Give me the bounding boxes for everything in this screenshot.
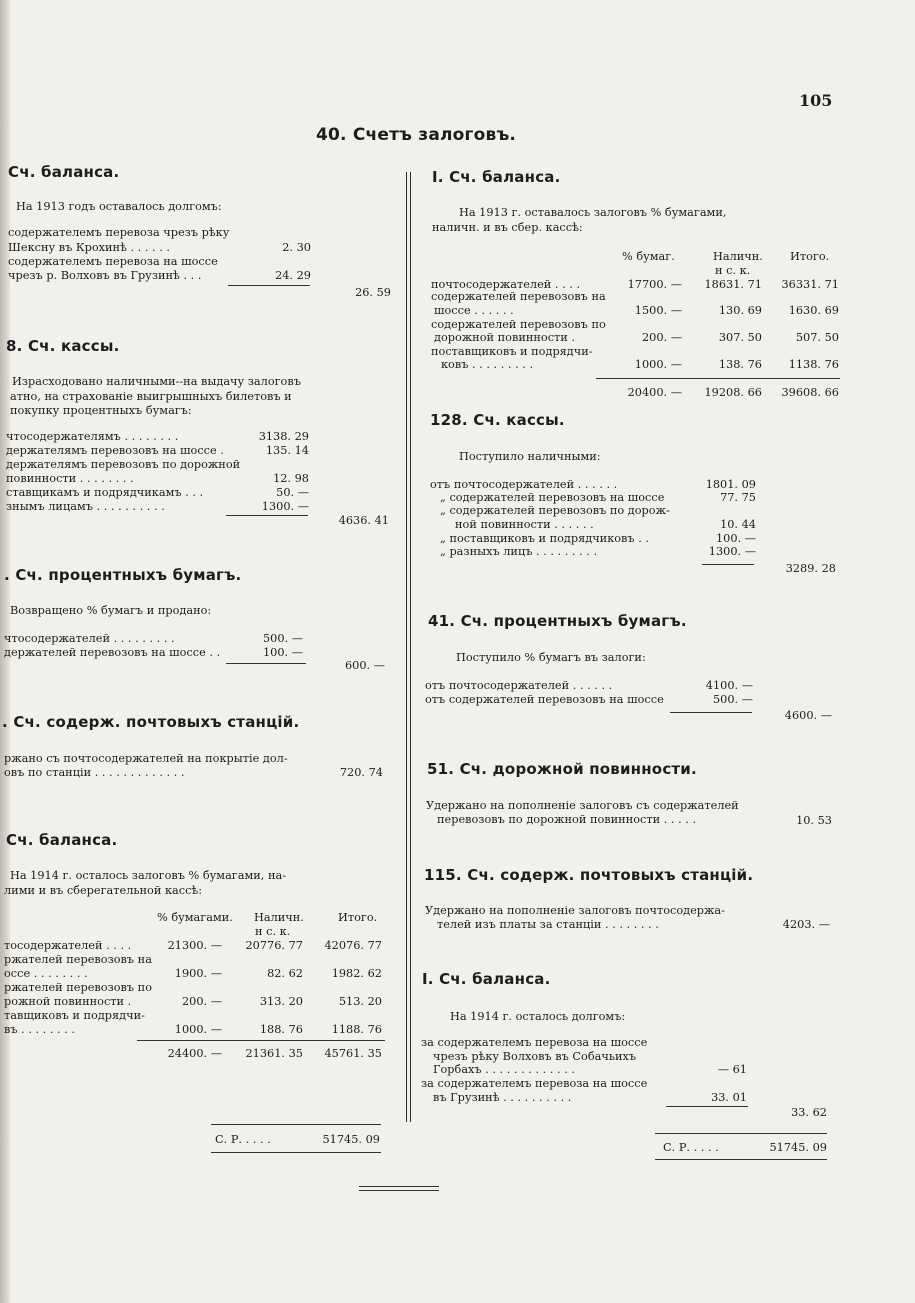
table-row-label: почтосодержателей . . . . bbox=[431, 278, 581, 291]
page-title: 40. Счетъ залоговъ. bbox=[316, 125, 517, 145]
table-cell: 17700. — bbox=[627, 278, 682, 291]
table-total: 21361. 35 bbox=[245, 1047, 303, 1060]
entry-label: отъ почтосодержателей . . . . . . bbox=[425, 679, 613, 692]
table-row-label: въ . . . . . . . . bbox=[4, 1023, 76, 1036]
section-heading: Сч. баланса. bbox=[8, 163, 120, 181]
entry-label: ной повинности . . . . . . bbox=[455, 518, 594, 531]
entry-value: 3138. 29 bbox=[258, 430, 309, 443]
column-divider bbox=[406, 172, 407, 1122]
section-text: Удержано на пополненіе залоговъ почтосодержа- bbox=[425, 904, 725, 917]
table-row-label: дорожной повинности . bbox=[434, 331, 576, 344]
entry-label: „ поставщиковъ и подрядчиковъ . . bbox=[440, 532, 649, 545]
subtotal-rule bbox=[226, 515, 308, 516]
section-text: Удержано на пополненіе залоговъ съ содержателей bbox=[426, 799, 739, 812]
subtotal-rule bbox=[670, 712, 752, 713]
entry-label: содержателемъ перевоза чрезъ рѣку bbox=[8, 226, 230, 239]
table-row-label: ржателей перевозовъ на bbox=[4, 953, 152, 966]
entry-value: 4100. — bbox=[705, 679, 753, 692]
table-cell: 130. 69 bbox=[718, 304, 762, 317]
section-text: ржано съ почтосодержателей на покрытіе дол- bbox=[4, 752, 288, 765]
sum-rule bbox=[211, 1152, 381, 1153]
table-row-label: шоссе . . . . . . bbox=[434, 304, 514, 317]
section-total: 33. 62 bbox=[791, 1106, 827, 1119]
entry-label: Шексну въ Крохинѣ . . . . . . bbox=[8, 241, 170, 254]
section-intro: Поступило наличными: bbox=[459, 450, 601, 463]
table-cell: 1982. 62 bbox=[331, 967, 382, 980]
table-row-label: тосодержателей . . . . bbox=[4, 939, 132, 952]
entry-value: 100. — bbox=[262, 646, 303, 659]
subtotal-rule bbox=[226, 663, 306, 664]
entry-value: 135. 14 bbox=[265, 444, 309, 457]
table-row-label: ковъ . . . . . . . . . bbox=[441, 358, 534, 371]
section-heading: I. Сч. баланса. bbox=[422, 970, 551, 988]
subtotal-rule bbox=[666, 1106, 748, 1107]
section-text: телей изъ платы за станціи . . . . . . . . bbox=[437, 918, 659, 931]
entry-label: за содержателемъ перевоза на шоссе bbox=[421, 1036, 648, 1049]
table-cell: 1138. 76 bbox=[788, 358, 839, 371]
table-row-label: содержателей перевозовъ по bbox=[431, 318, 606, 331]
sum-rule bbox=[655, 1133, 827, 1134]
section-intro: На 1914 г. осталось долгомъ: bbox=[450, 1010, 626, 1023]
column-header: % бумагами. bbox=[157, 911, 233, 924]
entry-label: чтосодержателямъ . . . . . . . . bbox=[6, 430, 179, 443]
sum-rule bbox=[211, 1124, 381, 1125]
entry-value: 1801. 09 bbox=[705, 478, 756, 491]
entry-label: чрезъ рѣку Волховъ въ Собачьихъ bbox=[433, 1050, 637, 1063]
section-intro: атно, на страхованіе выигрышныхъ билетовъ и bbox=[10, 390, 292, 403]
section-intro: наличн. и въ сбер. кассѣ: bbox=[432, 221, 583, 234]
table-row-label: ржателей перевозовъ по bbox=[4, 981, 153, 994]
entry-value: 12. 98 bbox=[273, 472, 309, 485]
table-total-rule bbox=[596, 378, 840, 379]
table-cell: 1000. — bbox=[174, 1023, 222, 1036]
grand-total-label: С. Р. . . . . bbox=[663, 1141, 719, 1154]
entry-value: 10. 44 bbox=[720, 518, 756, 531]
table-cell: 21300. — bbox=[167, 939, 222, 952]
table-cell: 1000. — bbox=[634, 358, 682, 371]
table-cell: 200. — bbox=[641, 331, 682, 344]
subtotal-rule bbox=[702, 564, 754, 565]
section-heading: 51. Сч. дорожной повинности. bbox=[427, 760, 697, 778]
section-intro: На 1914 г. осталось залоговъ % бумагами, на- bbox=[10, 869, 287, 882]
entry-value: 24. 29 bbox=[275, 269, 311, 282]
table-cell: 200. — bbox=[181, 995, 222, 1008]
section-heading: 128. Сч. кассы. bbox=[430, 411, 565, 429]
section-text: овъ по станціи . . . . . . . . . . . . . bbox=[4, 766, 185, 779]
entry-value: 100. — bbox=[715, 532, 756, 545]
column-header: Итого. bbox=[790, 250, 830, 263]
sum-rule bbox=[655, 1159, 827, 1160]
table-total: 19208. 66 bbox=[704, 386, 762, 399]
entry-label: чрезъ р. Волховъ въ Грузинѣ . . . bbox=[8, 269, 202, 282]
table-row-label: поставщиковъ и подрядчи- bbox=[431, 345, 593, 358]
section-heading: 8. Сч. кассы. bbox=[6, 337, 120, 355]
table-cell: 1630. 69 bbox=[788, 304, 839, 317]
section-total: 4600. — bbox=[784, 709, 832, 722]
column-header: Итого. bbox=[338, 911, 378, 924]
table-cell: 307. 50 bbox=[718, 331, 762, 344]
section-heading: Сч. баланса. bbox=[6, 831, 118, 849]
entry-label: за содержателемъ перевоза на шоссе bbox=[421, 1077, 648, 1090]
section-intro: лими и въ сберегательной кассѣ: bbox=[4, 884, 203, 897]
section-intro: На 1913 годъ оставалось долгомъ: bbox=[16, 200, 222, 213]
table-cell: 513. 20 bbox=[338, 995, 382, 1008]
table-cell: 20776. 77 bbox=[245, 939, 303, 952]
grand-total: 51745. 09 bbox=[322, 1133, 380, 1146]
section-heading: 41. Сч. процентныхъ бумагъ. bbox=[428, 612, 687, 630]
section-total: 26. 59 bbox=[355, 286, 391, 299]
table-cell: 36331. 71 bbox=[781, 278, 839, 291]
table-cell: 138. 76 bbox=[718, 358, 762, 371]
table-cell: 188. 76 bbox=[259, 1023, 303, 1036]
section-text: перевозовъ по дорожной повинности . . . . . bbox=[437, 813, 697, 826]
table-cell: 1188. 76 bbox=[331, 1023, 382, 1036]
page-number: 105 bbox=[799, 91, 833, 110]
section-total: 4636. 41 bbox=[338, 514, 389, 527]
column-subheader: н с. к. bbox=[715, 264, 751, 277]
entry-label: знымъ лицамъ . . . . . . . . . . bbox=[6, 500, 165, 513]
section-total: 3289. 28 bbox=[785, 562, 836, 575]
subtotal-rule bbox=[228, 285, 310, 286]
entry-value: 1300. — bbox=[708, 545, 756, 558]
entry-value: 500. — bbox=[712, 693, 753, 706]
entry-label: „ разныхъ лицъ . . . . . . . . . bbox=[440, 545, 598, 558]
entry-label: „ содержателей перевозовъ на шоссе bbox=[440, 491, 665, 504]
section-intro: На 1913 г. оставалось залоговъ % бумагами, bbox=[459, 206, 727, 219]
entry-label: Горбахъ . . . . . . . . . . . . . bbox=[433, 1063, 575, 1076]
table-total: 39608. 66 bbox=[781, 386, 839, 399]
table-cell: 1500. — bbox=[634, 304, 682, 317]
section-heading: I. Сч. баланса. bbox=[432, 168, 561, 186]
entry-label: отъ почтосодержателей . . . . . . bbox=[430, 478, 618, 491]
section-intro: Возвращено % бумагъ и продано: bbox=[10, 604, 212, 617]
entry-label: держателямъ перевозовъ на шоссе . bbox=[6, 444, 224, 457]
table-total: 45761. 35 bbox=[324, 1047, 382, 1060]
section-heading: . Сч. процентныхъ бумагъ. bbox=[4, 566, 242, 584]
table-cell: 507. 50 bbox=[795, 331, 839, 344]
table-row-label: оссе . . . . . . . . bbox=[4, 967, 88, 980]
entry-label: „ содержателей перевозовъ по дорож- bbox=[440, 504, 670, 517]
section-total: 10. 53 bbox=[796, 814, 832, 827]
table-total: 24400. — bbox=[167, 1047, 222, 1060]
table-cell: 18631. 71 bbox=[704, 278, 762, 291]
entry-label: повинности . . . . . . . . bbox=[6, 472, 134, 485]
entry-label: отъ содержателей перевозовъ на шоссе bbox=[425, 693, 664, 706]
table-row-label: тавщиковъ и подрядчи- bbox=[4, 1009, 145, 1022]
entry-label: въ Грузинѣ . . . . . . . . . . bbox=[433, 1091, 572, 1104]
entry-label: содержателемъ перевоза на шоссе bbox=[8, 255, 218, 268]
column-header: % бумаг. bbox=[622, 250, 675, 263]
footer-rule bbox=[359, 1186, 439, 1187]
entry-value: 500. — bbox=[262, 632, 303, 645]
grand-total: 51745. 09 bbox=[769, 1141, 827, 1154]
column-divider-inner bbox=[410, 172, 411, 1122]
entry-value: 1300. — bbox=[261, 500, 309, 513]
entry-label: ставщикамъ и подрядчикамъ . . . bbox=[6, 486, 204, 499]
table-cell: 313. 20 bbox=[259, 995, 303, 1008]
column-header: Наличн. bbox=[254, 911, 304, 924]
table-total-rule bbox=[137, 1040, 385, 1041]
table-row-label: содержателей перевозовъ на bbox=[431, 290, 606, 303]
section-intro: покупку процентныхъ бумагъ: bbox=[10, 404, 192, 417]
footer-rule bbox=[359, 1190, 439, 1191]
section-heading: . Сч. содерж. почтовыхъ станцій. bbox=[2, 713, 300, 731]
table-cell: 1900. — bbox=[174, 967, 222, 980]
section-intro: Поступило % бумагъ въ залоги: bbox=[456, 651, 646, 664]
section-total: 720. 74 bbox=[339, 766, 383, 779]
entry-value: 50. — bbox=[276, 486, 309, 499]
column-header: Наличн. bbox=[713, 250, 763, 263]
section-intro: Израсходовано наличными--на выдачу залоговъ bbox=[12, 375, 301, 388]
section-total: 600. — bbox=[344, 659, 385, 672]
table-cell: 82. 62 bbox=[267, 967, 303, 980]
entry-value: 77. 75 bbox=[720, 491, 756, 504]
entry-value: — 61 bbox=[717, 1063, 747, 1076]
entry-value: 2. 30 bbox=[282, 241, 311, 254]
section-total: 4203. — bbox=[782, 918, 830, 931]
table-total: 20400. — bbox=[627, 386, 682, 399]
entry-label: чтосодержателей . . . . . . . . . bbox=[4, 632, 175, 645]
entry-value: 33. 01 bbox=[711, 1091, 747, 1104]
column-subheader: н с. к. bbox=[255, 925, 291, 938]
table-cell: 42076. 77 bbox=[324, 939, 382, 952]
table-row-label: рожной повинности . bbox=[4, 995, 132, 1008]
entry-label: держателей перевозовъ на шоссе . . bbox=[4, 646, 221, 659]
grand-total-label: С. Р. . . . . bbox=[215, 1133, 271, 1146]
entry-label: держателямъ перевозовъ по дорожной bbox=[6, 458, 241, 471]
section-heading: 115. Сч. содерж. почтовыхъ станцій. bbox=[424, 866, 754, 884]
